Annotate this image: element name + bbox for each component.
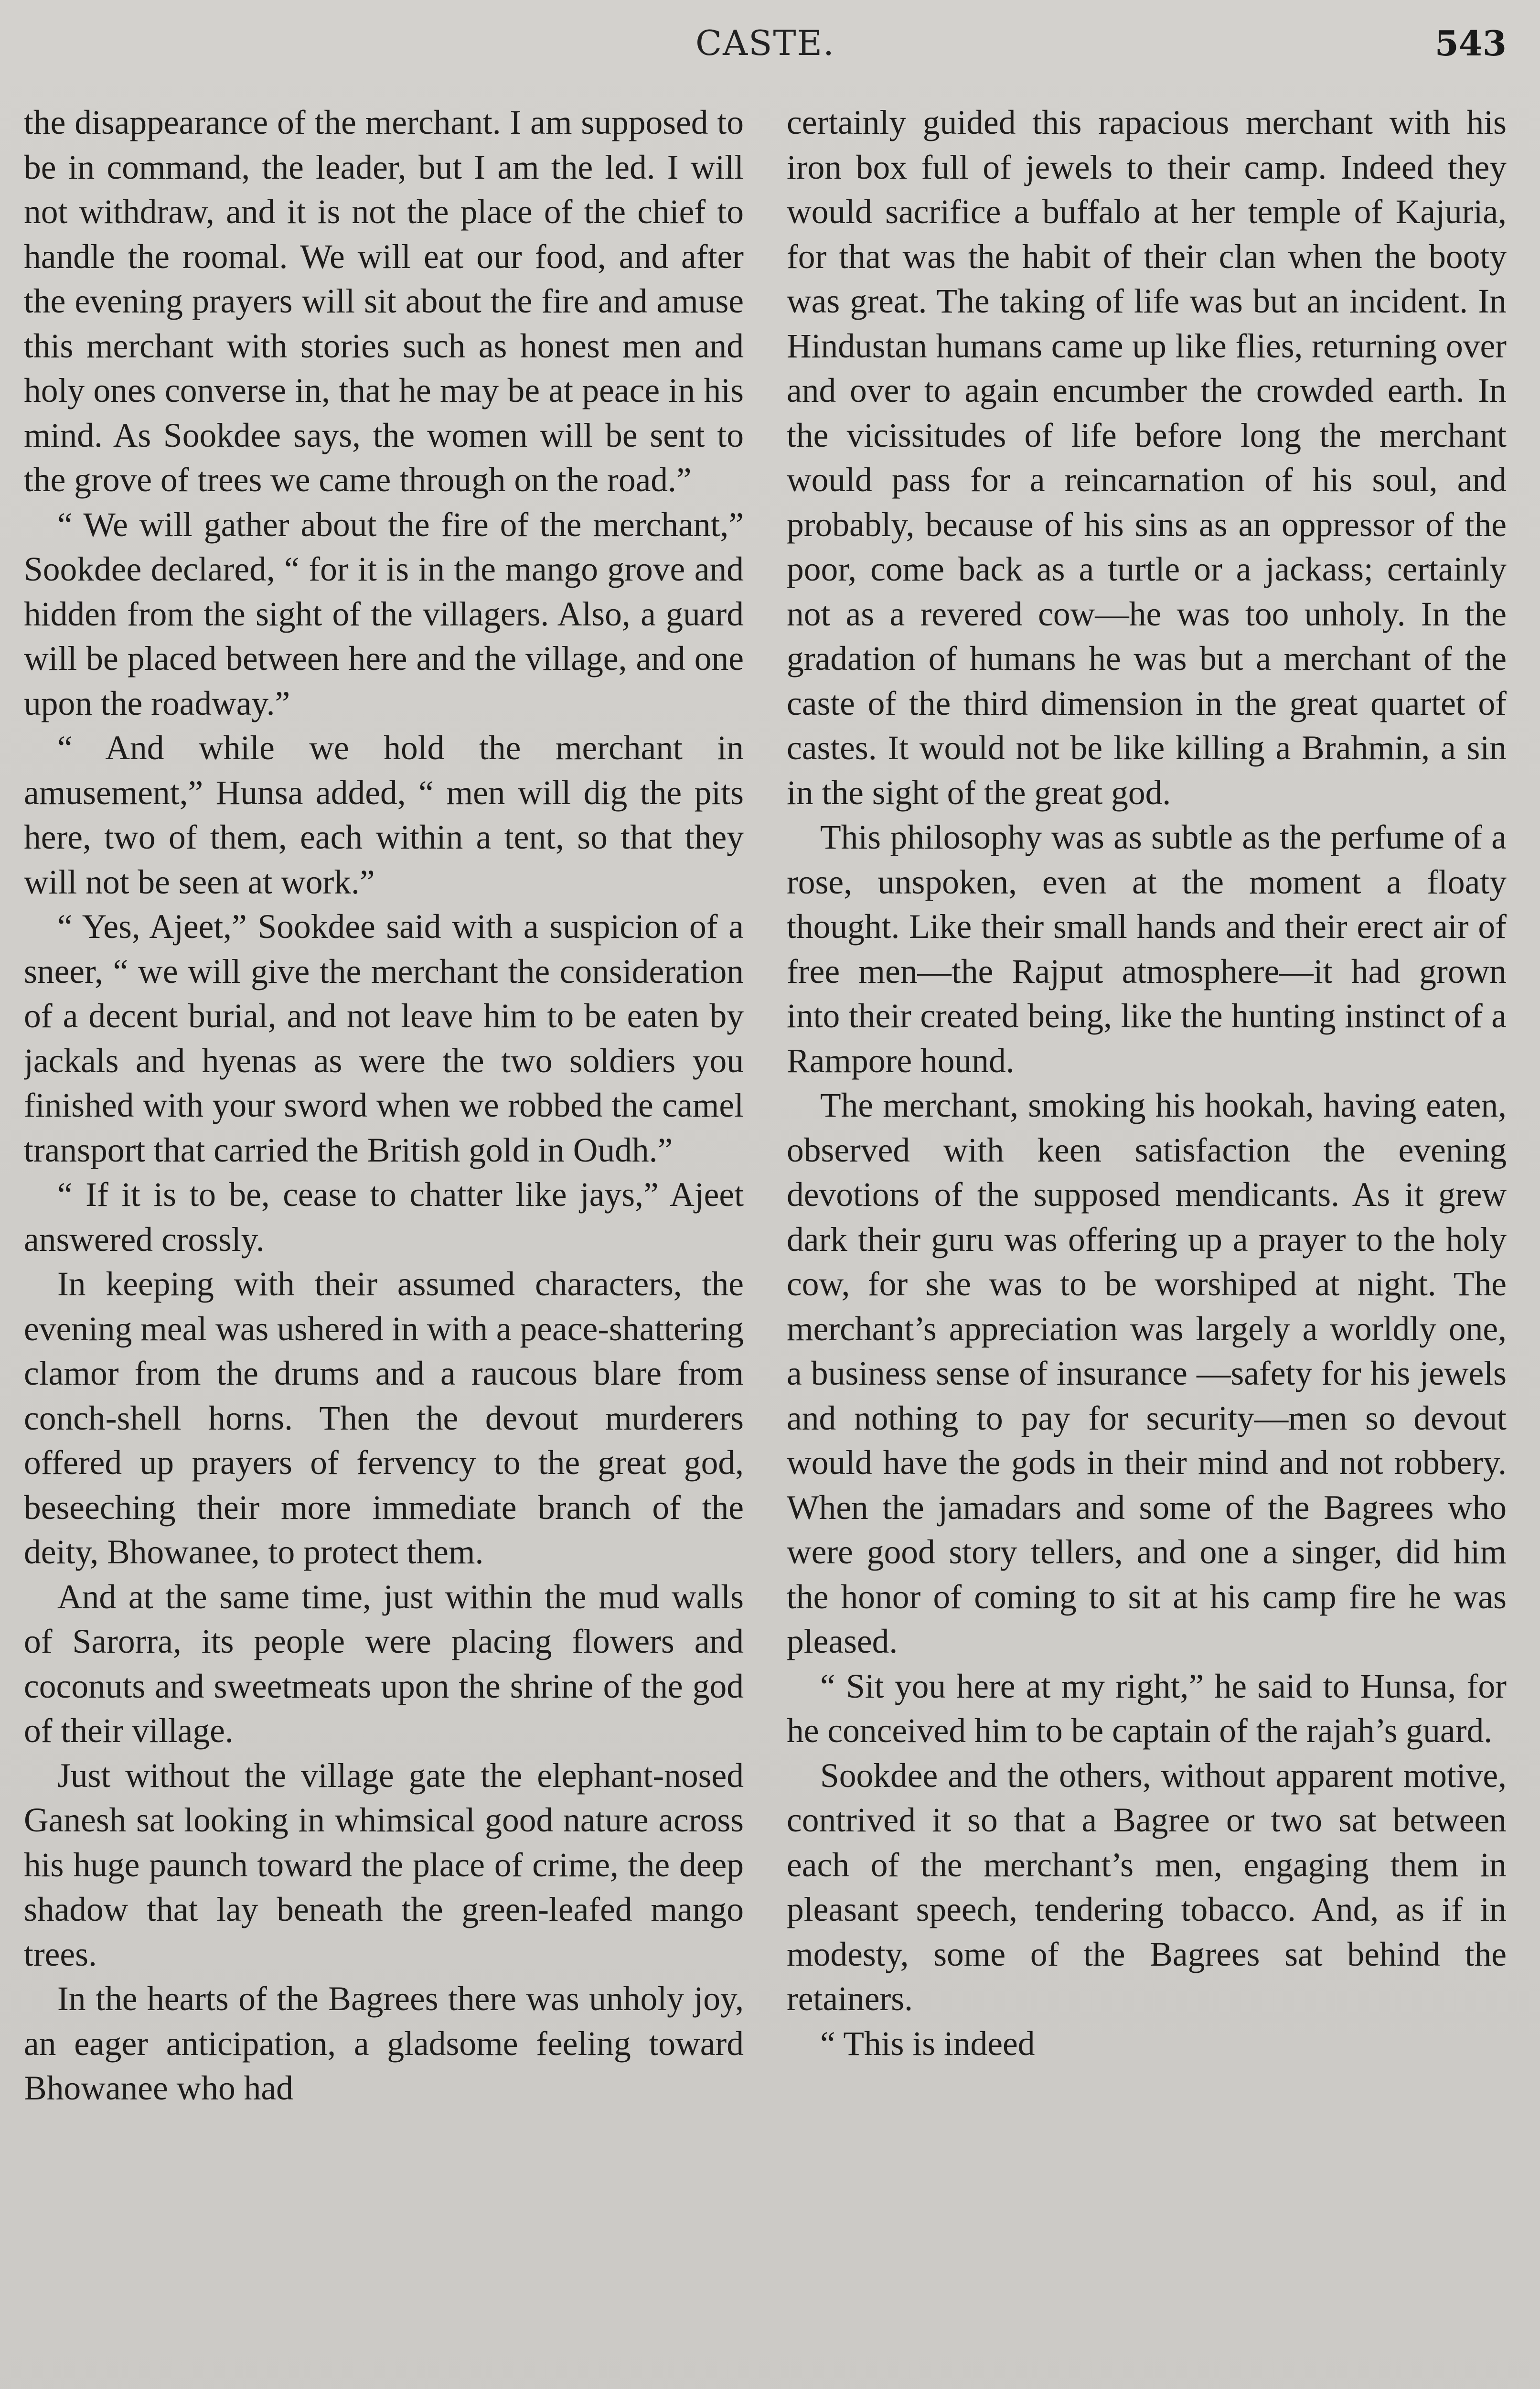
paragraph: certainly guided this rapacious merchant with his iron box full of jewels to their camp. Indeed they would sacrifice a buffalo at her temple of Kajuria, for that was the habit of their clan when the booty was great. The taking of life was but an incident. In Hindustan humans came up like flies, returning over and over to again encumber the crowded earth. In the vicissitudes of life before long the merchant would pass for a reincarnation of his soul, and probably, because of his sins as an oppressor of the poor, come back as a turtle or a jackass; certainly not as a revered cow—he was too unholy. In the gradation of humans he was but a merchant of the caste of the third dimension in the great quartet of castes. It would not be like killing a Brahmin, a sin in the sight of the great god. — [787, 104, 1507, 812]
paragraph: “ And while we hold the merchant in amusement,” Hunsa added, “ men will dig the pits here, two of them, each within a tent, so that they will not be seen at work.” — [24, 729, 744, 901]
paragraph: Sookdee and the others, without apparent motive, contrived it so that a Bagree or two sat between each of the merchant’s men, engaging them in pleasant speech, tendering tobacco. And, as if in modesty, some of the Bagrees sat behind the retainers. — [787, 1756, 1507, 2018]
running-title: CASTE. — [695, 23, 835, 63]
paragraph: Just without the village gate the elephant-nosed Ganesh sat looking in whimsical good nature across his huge paunch toward the place of crime, the deep shadow that lay beneath the green-leafed mango trees. — [24, 1756, 744, 1973]
page-number: 543 — [1434, 23, 1507, 64]
left-column — [24, 100, 744, 2389]
paragraph: In keeping with their assumed characters, the evening meal was ushered in with a peace-shattering clamor from the drums and a raucous blare from conch-shell horns. Then the devout murderers offered up prayers of fervency to the great god, beseeching their more immediate branch of the deity, Bhowanee, to protect them. — [24, 1265, 744, 1571]
text-columns — [24, 100, 1507, 2389]
paragraph: “ We will gather about the fire of the merchant,” Sookdee declared, “ for it is in the mango grove and hidden from the sight of the villagers. Also, a guard will be placed between here and the village, and one upon the roadway.” — [24, 506, 744, 722]
paragraph: This philosophy was as subtle as the perfume of a rose, unspoken, even at the moment a floaty thought. Like their small hands and their erect air of free men—the Rajput atmosphere—it had grown into their created being, like the hunting instinct of a Rampore hound. — [787, 818, 1507, 1080]
paragraph: “ Yes, Ajeet,” Sookdee said with a suspicion of a sneer, “ we will give the merchant the consideration of a decent burial, and not leave him to be eaten by jackals and hyenas as were the two soldiers you finished with your sword when we robbed the camel transport that carried the British gold in Oudh.” — [24, 908, 744, 1169]
paragraph: And at the same time, just within the mud walls of Sarorra, its people were placing flowers and coconuts and sweetmeats upon the shrine of the god of their village. — [24, 1578, 744, 1750]
paragraph: the disappearance of the merchant. I am supposed to be in command, the leader, but I am the led. I will not withdraw, and it is not the place of the chief to handle the roomal. We will eat our food, and after the evening prayers will sit about the fire and amuse this merchant with stories such as honest men and holy ones converse in, that he may be at peace in his mind. As Sookdee says, the women will be sent to the grove of trees we came through on the road.” — [24, 104, 744, 499]
page-header — [24, 14, 1507, 81]
paragraph: The merchant, smoking his hookah, having eaten, observed with keen satisfaction the evening devotions of the supposed mendicants. As it grew dark their guru was offering up a prayer to the holy cow, for she was to be worshiped at night. The merchant’s appreciation was largely a worldly one, a business sense of insurance —safety for his jewels and nothing to pay for security—men so devout would have the gods in their mind and not robbery. When the jamadars and some of the Bagrees who were good story tellers, and one a singer, did him the honor of coming to sit at his camp fire he was pleased. — [787, 1087, 1507, 1660]
paragraph: “ Sit you here at my right,” he said to Hunsa, for he conceived him to be captain of the rajah’s guard. — [787, 1667, 1507, 1750]
paragraph: “ This is indeed — [820, 2024, 1035, 2063]
right-column — [787, 100, 1507, 2389]
paragraph: “ If it is to be, cease to chatter like jays,” Ajeet answered crossly. — [24, 1176, 744, 1259]
paragraph: In the hearts of the Bagrees there was unholy joy, an eager anticipation, a gladsome feeling toward Bhowanee who had — [24, 1980, 744, 2107]
